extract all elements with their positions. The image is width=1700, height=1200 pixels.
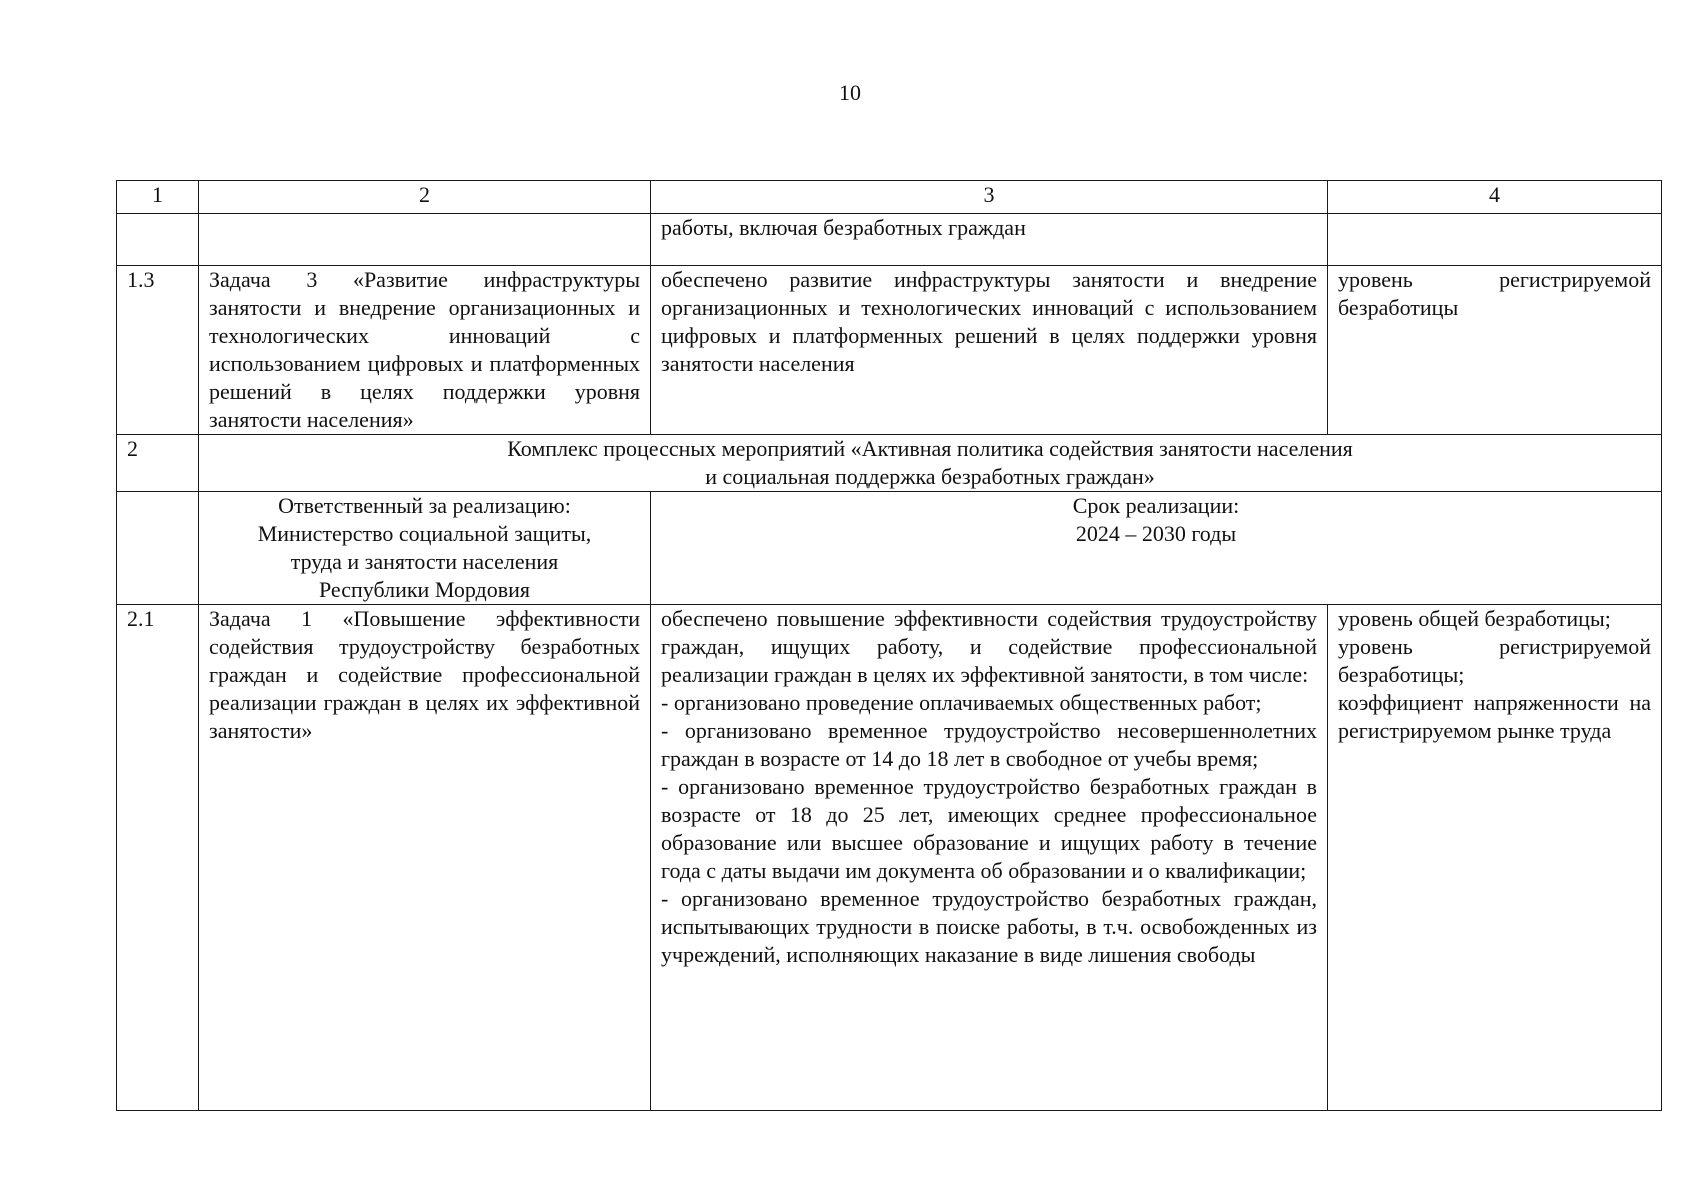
- indicator-cell: уровень регистрируемой безработицы: [1328, 266, 1662, 435]
- table-header-row: [117, 181, 1662, 214]
- row-number: 2.1: [117, 605, 199, 1111]
- term-cell: [651, 492, 1662, 605]
- continuation-row: [117, 214, 1662, 266]
- responsible-row: [117, 492, 1662, 605]
- result-list-item: - организовано временное трудоустройство несовершеннолетних граждан в возрасте от 14 до 18 лет в свободное от учебы время;: [661, 718, 1317, 771]
- header-col-3: 3: [651, 181, 1328, 214]
- term-line: 2024 – 2030 годы: [1075, 521, 1237, 546]
- task-cell: Задача 1 «Повышение эффективности содействия трудоустройству безработных граждан и содействие профессиональной реализации граждан в целях их эффективной занятости»: [199, 605, 651, 1111]
- result-intro: обеспечено повышение эффективности содействия трудоустройству граждан, ищущих работу, и содействие профессиональной реализации граждан в целях их эффективной занятости, в том числе:: [661, 606, 1317, 687]
- row-number: 1.3: [117, 266, 199, 435]
- indicator-item: уровень общей безработицы;: [1338, 606, 1611, 631]
- continuation-indicator-cell: [1328, 214, 1662, 266]
- continuation-num-cell: [117, 214, 199, 266]
- section-title-line-1: Комплекс процессных мероприятий «Активная политика содействия занятости населения: [507, 436, 1353, 461]
- section-number: 2: [117, 435, 199, 492]
- table-row-1-3: [117, 266, 1662, 435]
- indicator-item: уровень регистрируемой безработицы;: [1338, 634, 1651, 687]
- result-cell: [651, 605, 1328, 1111]
- continuation-result-cell: работы, включая безработных граждан: [651, 214, 1328, 266]
- section-2-row: [117, 435, 1662, 492]
- header-col-2: 2: [199, 181, 651, 214]
- responsible-line: Министерство социальной защиты,: [257, 521, 592, 546]
- responsible-line: Ответственный за реализацию:: [278, 493, 571, 518]
- table-row-2-1: [117, 605, 1662, 1111]
- result-cell: обеспечено развитие инфраструктуры занятости и внедрение организационных и технологических инноваций с использованием цифровых и платформенных решений в целях поддержки уровня занятости населения: [651, 266, 1328, 435]
- plan-table: [116, 180, 1662, 1111]
- indicator-item: коэффициент напряженности на регистрируемом рынке труда: [1338, 690, 1651, 743]
- continuation-task-cell: [199, 214, 651, 266]
- section-title-line-2: и социальная поддержка безработных граждан»: [705, 464, 1155, 489]
- result-list-item: - организовано проведение оплачиваемых общественных работ;: [661, 690, 1262, 715]
- page-number: 10: [839, 80, 861, 105]
- result-list-item: - организовано временное трудоустройство безработных граждан в возрасте от 18 до 25 лет, имеющих среднее профессиональное образование или высшее образование и ищущих работу в течение года с даты выдачи им документа об образовании и о квалификации;: [661, 774, 1317, 883]
- indicator-cell: [1328, 605, 1662, 1111]
- result-list-item: - организовано временное трудоустройство безработных граждан, испытывающих трудности в поиске работы, в т.ч. освобожденных из учреждений, исполняющих наказание в виде лишения свободы: [661, 886, 1317, 967]
- section-title: [199, 435, 1662, 492]
- responsible-num-cell: [117, 492, 199, 605]
- responsible-cell: [199, 492, 651, 605]
- task-cell: Задача 3 «Развитие инфраструктуры занятости и внедрение организационных и технологических инноваций с использованием цифровых и платформенных решений в целях поддержки уровня занятости населения»: [199, 266, 651, 435]
- header-col-1: 1: [117, 181, 199, 214]
- header-col-4: 4: [1328, 181, 1662, 214]
- responsible-line: труда и занятости населения: [290, 549, 559, 574]
- term-line: Срок реализации:: [1072, 493, 1240, 518]
- responsible-line: Республики Мордовия: [318, 577, 531, 602]
